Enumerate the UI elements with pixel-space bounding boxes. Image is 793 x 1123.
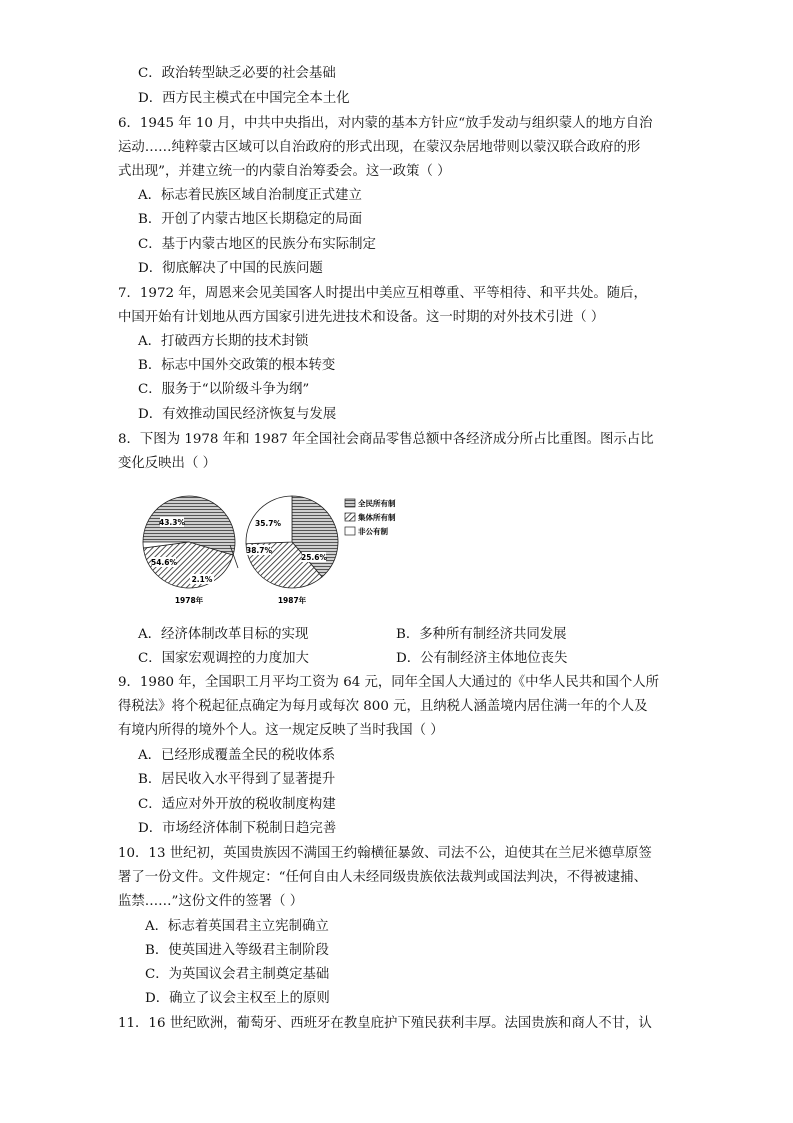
q7-stem-2: 中国开始有计划地从西方国家引进先进技术和设备。这一时期的对外技术引进（ ） — [118, 310, 605, 325]
pie-1-year-label: 1987年 — [277, 596, 307, 605]
q9-option-d: D．市场经济体制下税制日趋完善 — [138, 821, 337, 836]
q8-stem-2: 变化反映出（ ） — [118, 456, 216, 471]
q6-option-b: B．开创了内蒙古地区长期稳定的局面 — [138, 212, 363, 227]
legend-label-2: 非公有制 — [358, 527, 388, 536]
pie-0-data-label-2: 2.1% — [191, 575, 213, 584]
q6-option-c: C．基于内蒙古地区的民族分布实际制定 — [138, 237, 376, 252]
line-option-c-prev: C．政治转型缺乏必要的社会基础 — [138, 66, 336, 81]
legend-swatch-0 — [345, 499, 355, 507]
q11-stem-1: 11．16 世纪欧洲，葡萄牙、西班牙在教皇庇护下殖民获利丰厚。法国贵族和商人不甘，认 — [118, 1016, 652, 1031]
q6-stem-2: 运动……纯粹蒙古区域可以自治政府的形式出现，在蒙汉杂居地带则以蒙汉联合政府的形 — [118, 140, 641, 155]
pie-1-data-label-1: 35.7% — [254, 519, 282, 528]
q9-stem-1: 9．1980 年，全国职工月平均工资为 64 元，同年全国人大通过的《中华人民共和国个人所 — [118, 675, 660, 690]
q7-stem-1: 7．1972 年，周恩来会见美国客人时提出中美应互相尊重、平等相待、和平共处。随后， — [118, 286, 647, 301]
legend-label-1: 集体所有制 — [358, 513, 396, 522]
pie-0-year-label: 1978年 — [174, 596, 204, 605]
line-option-d-prev: D．西方民主模式在中国完全本土化 — [138, 91, 350, 106]
q10-option-d: D．确立了议会主权至上的原则 — [145, 991, 330, 1006]
q10-option-a: A．标志着英国君主立宪制确立 — [145, 919, 329, 934]
pie-0-data-label-1: 43.3% — [158, 518, 186, 527]
pie-1-data-label-0: 38.7% — [245, 546, 273, 555]
legend-label-0: 全民所有制 — [358, 499, 396, 508]
q9-option-a: A．已经形成覆盖全民的税收体系 — [138, 748, 336, 763]
q6-stem-1: 6．1945 年 10 月，中共中央指出，对内蒙的基本方针应“放手发动与组织蒙人的地方自治 — [118, 116, 653, 131]
pie-chart-figure — [142, 490, 412, 608]
q10-option-c: C．为英国议会君主制奠定基础 — [145, 967, 330, 982]
legend-swatch-2 — [345, 527, 355, 535]
q7-option-a: A．打破西方长期的技术封锁 — [138, 334, 309, 349]
q7-option-d: D．有效推动国民经济恢复与发展 — [138, 407, 337, 422]
q9-option-c: C．适应对外开放的税收制度构建 — [138, 797, 336, 812]
pie-1-data-label-2: 25.6% — [300, 553, 328, 562]
q6-option-a: A．标志着民族区域自治制度正式建立 — [138, 188, 362, 203]
q8-option-b: B．多种所有制经济共同发展 — [396, 627, 567, 642]
q9-stem-3: 有境内所得的境外个人。这一规定反映了当时我国（ ） — [118, 723, 444, 738]
q9-option-b: B．居民收入水平得到了显著提升 — [138, 772, 336, 787]
q10-stem-2: 署了一份文件。文件规定：“任何自由人未经同级贵族依法裁判或国法判决，不得被逮捕、 — [118, 870, 648, 885]
q6-stem-3: 式出现”，并建立统一的内蒙自治筹委会。这一政策（ ） — [118, 164, 451, 179]
legend-swatch-1 — [345, 513, 355, 521]
chart-legend — [345, 498, 396, 536]
q6-option-d: D．彻底解决了中国的民族问题 — [138, 261, 323, 276]
q8-option-d: D．公有制经济主体地位丧失 — [396, 651, 568, 666]
pie-0-data-label-0: 54.6% — [150, 558, 178, 567]
q8-option-c: C．国家宏观调控的力度加大 — [138, 651, 309, 666]
q8-option-a: A．经济体制改革目标的实现 — [138, 627, 309, 642]
q9-stem-2: 得税法》将个税起征点确定为每月或每次 800 元，且纳税人涵盖境内居住满一年的个人及 — [118, 699, 648, 714]
q10-stem-1: 10．13 世纪初，英国贵族因不满国王约翰横征暴敛、司法不公，迫使其在兰尼米德草原签 — [118, 846, 652, 861]
q7-option-c: C．服务于“以阶级斗争为纲” — [138, 382, 310, 397]
q7-option-b: B．标志中国外交政策的根本转变 — [138, 358, 336, 373]
q8-stem-1: 8．下图为 1978 年和 1987 年全国社会商品零售总额中各经济成分所占比重图。图示占比 — [118, 432, 654, 447]
q10-option-b: B．使英国进入等级君主制阶段 — [145, 943, 329, 958]
q10-stem-3: 监禁……”这份文件的签署（ ） — [118, 894, 304, 909]
